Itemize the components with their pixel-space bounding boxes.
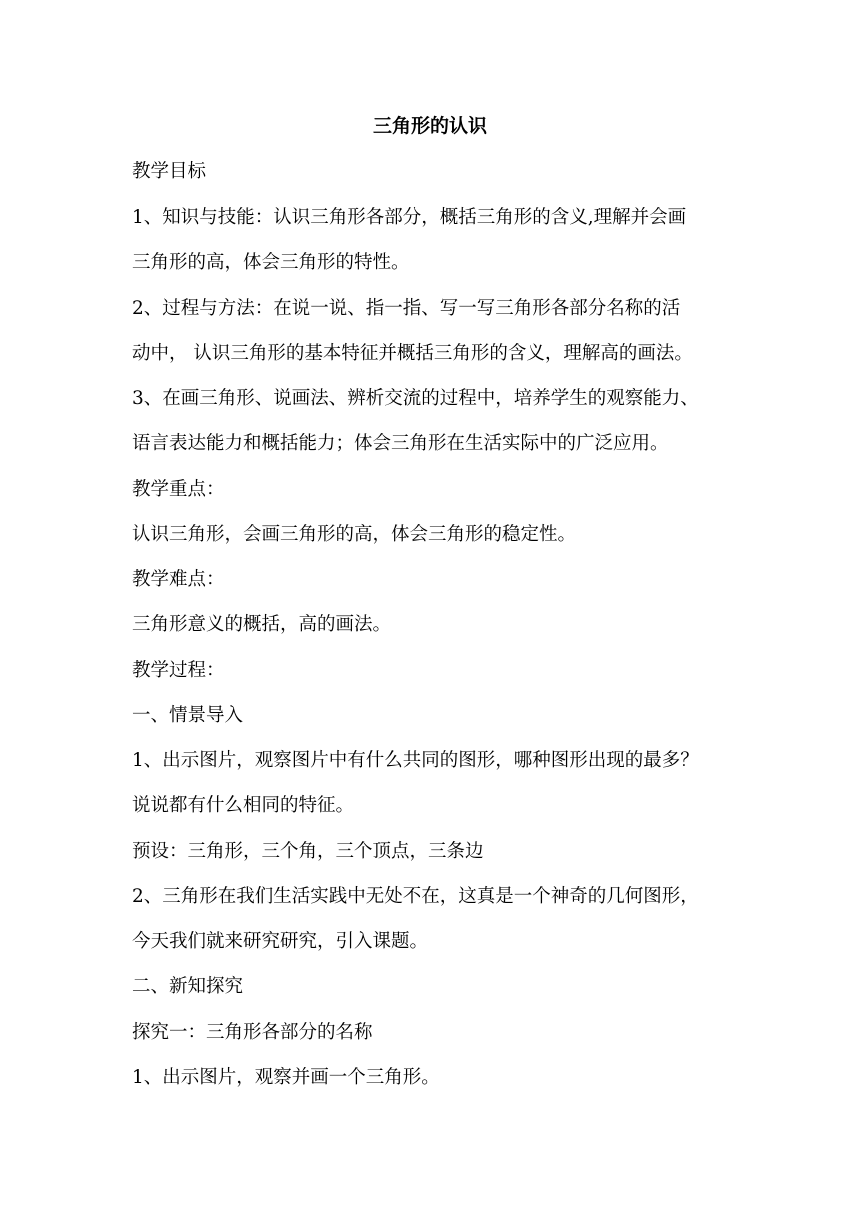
goal-2-line-1: 2、过程与方法：在说一说、指一指、写一写三角形各部分名称的活 <box>132 298 681 319</box>
explore-1-step-1: 1、出示图片，观察并画一个三角形。 <box>132 1067 440 1088</box>
key-points-text: 认识三角形，会画三角形的高，体会三角形的稳定性。 <box>132 524 577 545</box>
explore-1-heading: 探究一：三角形各部分的名称 <box>132 1022 373 1043</box>
goal-3-line-2: 语言表达能力和概括能力；体会三角形在生活实际中的广泛应用。 <box>132 433 669 454</box>
document-title: 三角形的认识 <box>372 115 487 137</box>
preset-text: 预设：三角形，三个角，三个顶点，三条边 <box>132 841 484 862</box>
goal-1-line-2: 三角形的高，体会三角形的特性。 <box>132 252 410 273</box>
goal-2-line-2: 动中， 认识三角形的基本特征并概括三角形的含义，理解高的画法。 <box>132 343 693 364</box>
step-2-line-1: 2、三角形在我们生活实践中无处不在，这真是一个神奇的几何图形， <box>132 886 699 907</box>
step-2-line-2: 今天我们就来研究研究，引入课题。 <box>132 931 429 952</box>
heading-process: 教学过程： <box>132 660 225 681</box>
heading-difficulties: 教学难点： <box>132 569 225 590</box>
difficulties-text: 三角形意义的概括，高的画法。 <box>132 614 392 635</box>
goal-1-line-1: 1、知识与技能：认识三角形各部分，概括三角形的含义,理解并会画 <box>132 207 687 228</box>
heading-key-points: 教学重点： <box>132 479 225 500</box>
section-2-heading: 二、新知探究 <box>132 976 244 997</box>
goal-3-line-1: 3、在画三角形、说画法、辨析交流的过程中，培养学生的观察能力、 <box>132 388 699 409</box>
step-1-line-1: 1、出示图片，观察图片中有什么共同的图形，哪种图形出现的最多？ <box>132 750 699 771</box>
section-1-heading: 一、情景导入 <box>132 705 244 726</box>
step-1-line-2: 说说都有什么相同的特征。 <box>132 795 355 816</box>
heading-teaching-goals: 教学目标 <box>132 161 207 182</box>
